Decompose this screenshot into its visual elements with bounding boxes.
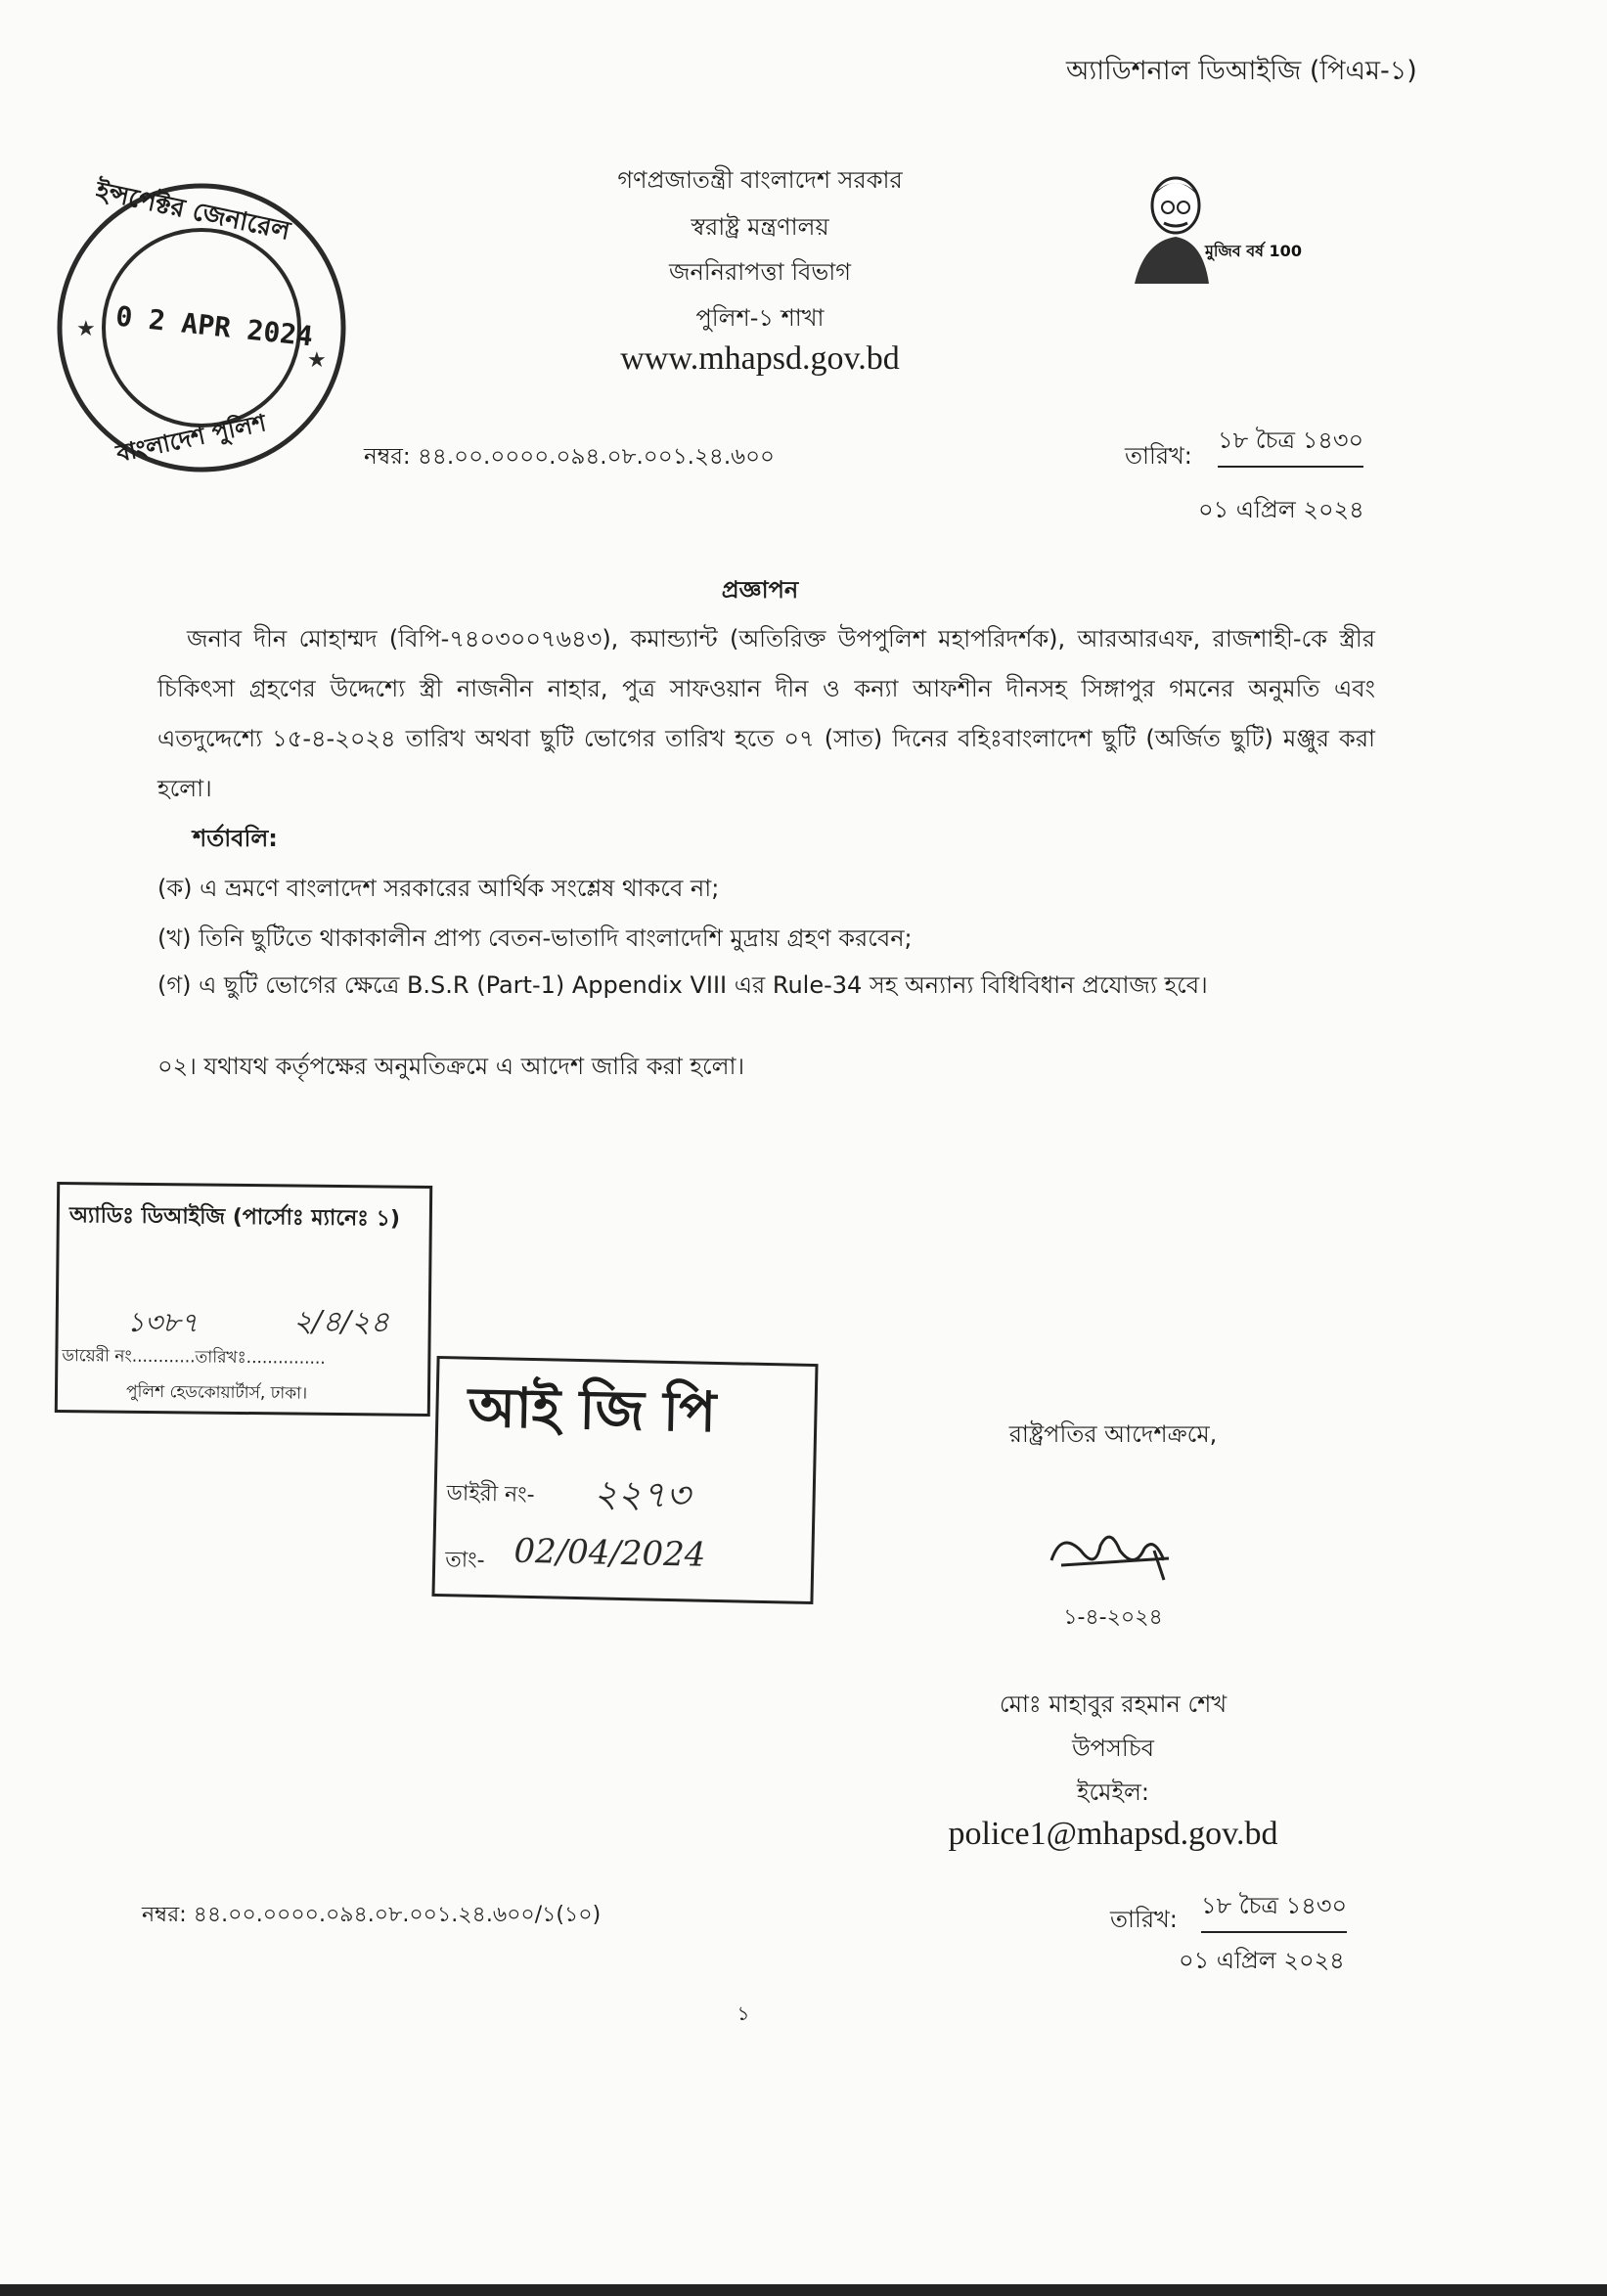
ref-date-gregorian: ০১ এপ্রিল ২০২৪ bbox=[1198, 496, 1364, 523]
notice-body: জনাব দীন মোহাম্মদ (বিপি-৭৪০৩০০৭৬৪৩), কমান্ড্যান্ট (অতিরিক্ত উপপুলিশ মহাপরিদর্শক), আরআরএফ, রাজশাহী-কে স্ত্রীর চিকিৎসা গ্রহণের উদ্দেশ্যে স্ত্রী নাজনীন নাহার, পুত্র সাফওয়ান দীন ও কন্যা আফশীন দীনসহ সিঙ্গাপুর গমনের অনুমতি এবং এতদুদ্দেশ্যে ১৫-৪-২০২৪ তারিখ অথবা ছুটি ভোগের তারিখ হতে ০৭ (সাত) দিনের বহিঃবাংলাদেশ ছুটি (অর্জিত ছুটি) মঞ্জুর করা হলো। bbox=[157, 625, 1375, 802]
igp-date: 02/04/2024 bbox=[513, 1531, 706, 1575]
ref-date-bangla: ১৮ চৈত্র ১৪৩০ bbox=[1218, 423, 1363, 468]
handwritten-diary-no: ১৩৮৭ bbox=[126, 1305, 199, 1339]
copy-ref-date-label: তারিখ: bbox=[1110, 1906, 1178, 1933]
page-number: ১ bbox=[737, 2002, 750, 2025]
email-label: ইমেইল: bbox=[1077, 1778, 1149, 1806]
header-division: জননিরাপত্তা বিভাগ bbox=[669, 258, 851, 286]
copy-ref-date-bangla: ১৮ চৈত্র ১৪৩০ bbox=[1201, 1888, 1347, 1933]
handwritten-diary-date: ২/৪/২৪ bbox=[292, 1304, 390, 1340]
seal-date: 0 2 APR 2024 bbox=[113, 299, 315, 353]
by-order-text: রাষ্ট্রপতির আদেশক্রমে, bbox=[1008, 1420, 1218, 1448]
conditions-title: শর্তাবলি: bbox=[193, 825, 278, 852]
igp-diary-label: ডাইরী নং- bbox=[446, 1481, 535, 1508]
mujib-borsho-logo bbox=[1125, 168, 1302, 286]
scan-edge bbox=[0, 2284, 1607, 2296]
header-website: www.mhapsd.gov.bd bbox=[620, 340, 900, 377]
signatory-email[interactable]: police1@mhapsd.gov.bd bbox=[948, 1816, 1278, 1852]
ref-date-label: তারিখ: bbox=[1125, 442, 1192, 470]
paragraph-02: ০২। যথাযথ কর্তৃপক্ষের অনুমতিক্রমে এ আদেশ জারি করা হলো। bbox=[157, 1053, 745, 1080]
signature-scribble bbox=[1042, 1521, 1179, 1590]
header-branch: পুলিশ-১ শাখা bbox=[695, 304, 825, 332]
seal-top-text: ইন্সপেক্টর জেনারেল bbox=[93, 176, 293, 247]
logo-text: মুজিব বর্ষ 100 bbox=[1205, 242, 1302, 260]
copy-ref-date-gregorian: ০১ এপ্রিল ২০২৪ bbox=[1179, 1947, 1345, 1974]
seal-bottom-text: বাংলাদেশ পুলিশ bbox=[113, 409, 269, 468]
header-government: গণপ্রজাতন্ত্রী বাংলাদেশ সরকার bbox=[617, 166, 903, 194]
diary-line: ডায়েরী নং............তারিখঃ............... bbox=[62, 1346, 326, 1369]
round-seal-stamp bbox=[55, 176, 348, 474]
diary-stamp-addl-dig bbox=[55, 1182, 432, 1417]
star-icon: ★ bbox=[76, 317, 96, 341]
diary-stamp-title: অ্যাডিঃ ডিআইজি (পার্সোঃ ম্যানেঃ ১) bbox=[68, 1203, 401, 1232]
notice-content bbox=[157, 614, 1375, 1092]
igp-diary-stamp bbox=[431, 1356, 818, 1604]
condition-ga: (গ) এ ছুটি ভোগের ক্ষেত্রে B.S.R (Part-1) Appendix VIII এর Rule-34 সহ অন্যান্য বিধিবিধান প্রযোজ্য হবে। bbox=[157, 971, 1208, 999]
notice-title: প্রজ্ঞাপন bbox=[721, 576, 799, 604]
header-ministry: স্বরাষ্ট্র মন্ত্রণালয় bbox=[691, 213, 829, 241]
signed-date: ১-৪-২০২৪ bbox=[1063, 1605, 1163, 1630]
signatory-name: মোঃ মাহাবুর রহমান শেখ bbox=[999, 1690, 1228, 1718]
diary-stamp-footer: পুলিশ হেডকোয়ার্টার্স, ঢাকা। bbox=[125, 1381, 308, 1404]
signatory-designation: উপসচিব bbox=[1071, 1734, 1155, 1762]
top-right-label: অ্যাডিশনাল ডিআইজি (পিএম-১) bbox=[1066, 56, 1417, 86]
igp-stamp-title: আই জি পি bbox=[467, 1375, 717, 1445]
ref-number: নম্বর: ৪৪.০০.০০০০.০৯৪.০৮.০০১.২৪.৬০০ bbox=[364, 444, 775, 470]
igp-date-label: তাং- bbox=[444, 1548, 485, 1574]
portrait-icon bbox=[1125, 168, 1296, 286]
copy-ref-number: নম্বর: ৪৪.০০.০০০০.০৯৪.০৮.০০১.২৪.৬০০/১(১০) bbox=[142, 1903, 602, 1927]
star-icon: ★ bbox=[307, 348, 327, 373]
condition-ka: (ক) এ ভ্রমণে বাংলাদেশ সরকারের আর্থিক সংশ্লেষ থাকবে না; bbox=[157, 875, 720, 902]
igp-diary-no: ২২৭৩ bbox=[593, 1471, 691, 1517]
condition-kha: (খ) তিনি ছুটিতে থাকাকালীন প্রাপ্য বেতন-ভাতাদি বাংলাদেশি মুদ্রায় গ্রহণ করবেন; bbox=[157, 924, 913, 952]
